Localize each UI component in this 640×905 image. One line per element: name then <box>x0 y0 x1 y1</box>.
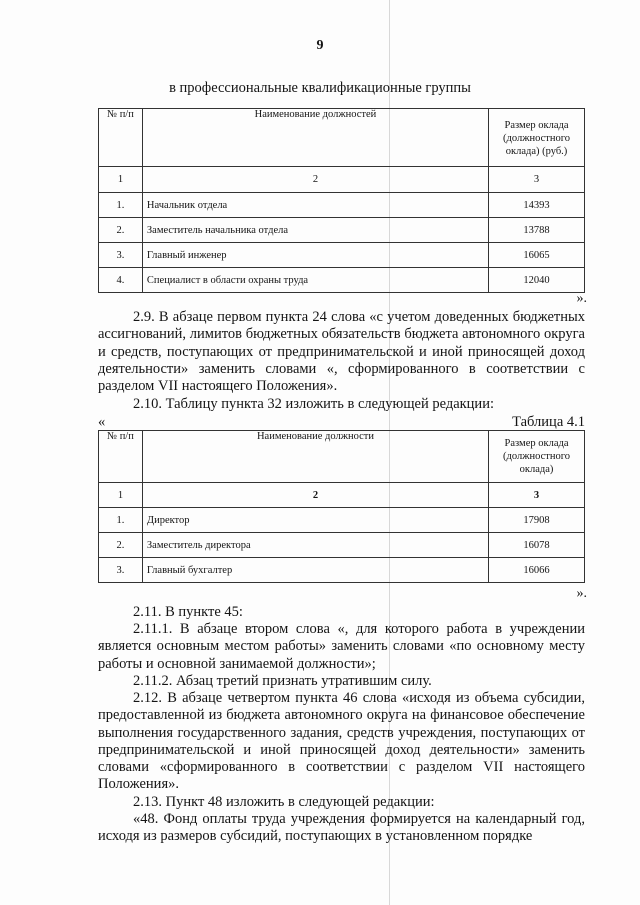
header-num: № п/п <box>99 109 143 167</box>
closing-quote-1: ». <box>576 291 587 306</box>
table-row <box>99 243 585 268</box>
opening-quote: « <box>98 414 106 430</box>
row-position: Начальник отдела <box>142 193 488 218</box>
table-header-row <box>99 109 585 167</box>
header-salary: Размер оклада (должностного оклада) (руб.) <box>489 109 585 167</box>
index-cell: 1 <box>99 483 143 508</box>
table-positions-1 <box>98 108 585 293</box>
index-cell: 2 <box>142 483 488 508</box>
row-num: 4. <box>99 268 143 293</box>
paragraph-2-12: 2.12. В абзаце четвертом пункта 46 слова «исходя из объема субсидии, предоставленной из бюджета автономного округа на финансовое обеспечение выполнения государственного задания, средств учреждения, поступающих от предпринимательской и иной приносящей доход деятельности» заменить словами «сформированного в соответствии с разделом VII настоящего Положения». <box>98 690 585 793</box>
row-salary: 12040 <box>489 268 585 293</box>
table-row <box>99 508 585 533</box>
row-num: 3. <box>99 558 143 583</box>
header-salary: Размер оклада (должностного оклада) <box>489 431 585 483</box>
paragraph-2-11-2: 2.11.2. Абзац третий признать утратившим силу. <box>133 673 432 689</box>
table2-label: Таблица 4.1 <box>512 414 585 430</box>
table-row <box>99 268 585 293</box>
row-salary: 14393 <box>489 193 585 218</box>
row-salary: 17908 <box>489 508 585 533</box>
row-position: Заместитель начальника отдела <box>142 218 488 243</box>
table-row <box>99 558 585 583</box>
table-index-row <box>99 483 585 508</box>
index-cell: 1 <box>99 167 143 193</box>
table-header-row <box>99 431 585 483</box>
row-salary: 16066 <box>489 558 585 583</box>
index-cell: 3 <box>489 167 585 193</box>
row-position: Директор <box>142 508 488 533</box>
paragraph-2-11-1: 2.11.1. В абзаце втором слова «, для которого работа в учреждении является основным местом работы» заменить словами «по основному месту работы и основной занимаемой должности»; <box>98 621 585 672</box>
page-number: 9 <box>316 38 324 53</box>
table-row <box>99 218 585 243</box>
row-num: 1. <box>99 193 143 218</box>
index-cell: 2 <box>142 167 488 193</box>
table-positions-2 <box>98 430 585 583</box>
paragraph-2-9: 2.9. В абзаце первом пункта 24 слова «с учетом доведенных бюджетных ассигнований, лимитов бюджетных обязательств бюджета автономного округа и средств, поступающих от предпринимательской и иной приносящей доход деятельности» заменить словами «, сформированного в соответствии с разделом VII настоящего Положения». <box>98 309 585 395</box>
row-num: 3. <box>99 243 143 268</box>
paragraph-2-11: 2.11. В пункте 45: <box>133 604 243 620</box>
row-salary: 13788 <box>489 218 585 243</box>
table-row <box>99 533 585 558</box>
header-title: Наименование должности <box>142 431 488 483</box>
row-position: Главный инженер <box>142 243 488 268</box>
row-num: 1. <box>99 508 143 533</box>
row-num: 2. <box>99 218 143 243</box>
table-row <box>99 193 585 218</box>
row-salary: 16065 <box>489 243 585 268</box>
row-salary: 16078 <box>489 533 585 558</box>
row-position: Специалист в области охраны труда <box>142 268 488 293</box>
closing-quote-2: ». <box>576 586 587 601</box>
header-num: № п/п <box>99 431 143 483</box>
row-position: Заместитель директора <box>142 533 488 558</box>
paragraph-2-13: 2.13. Пункт 48 изложить в следующей редакции: <box>133 794 435 810</box>
row-position: Главный бухгалтер <box>142 558 488 583</box>
table1-caption: в профессиональные квалификационные группы <box>169 80 471 96</box>
paragraph-2-10: 2.10. Таблицу пункта 32 изложить в следующей редакции: <box>133 396 494 412</box>
header-title: Наименование должностей <box>142 109 488 167</box>
table-index-row <box>99 167 585 193</box>
paragraph-48: «48. Фонд оплаты труда учреждения формируется на календарный год, исходя из размеров субсидий, поступающих в установленном порядке <box>98 811 585 845</box>
row-num: 2. <box>99 533 143 558</box>
index-cell: 3 <box>489 483 585 508</box>
